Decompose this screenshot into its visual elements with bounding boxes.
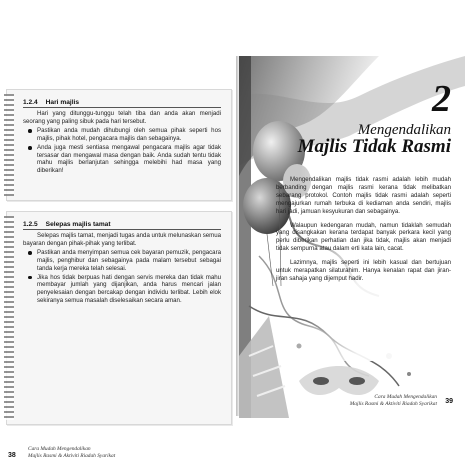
section-body — [23, 110, 221, 176]
chapter-body — [276, 176, 451, 289]
section-body — [23, 232, 221, 306]
section-title: Hari majlis — [45, 99, 80, 106]
section-number: 1.2.4 — [23, 99, 38, 106]
running-footer — [350, 394, 437, 408]
bullet-item: Jika hos tidak berpuas hati dengan servis mereka dan tidak mahu membayar jumlah yang dijanjikan, anda harus mencari jalan penyelesaian dengan bercakap dengan individu terlibat. Lebih elok sekiranya semua masalah diselesaikan secara aman. — [37, 273, 221, 305]
left-page — [0, 56, 234, 459]
section-heading — [23, 216, 221, 230]
bullet-item: Pastikan anda mudah dihubungi oleh semua pihak seperti hos majlis, pihak hotel, pengacara majlis dan sebagainya. — [37, 126, 221, 142]
body-paragraph: Lazimnya, majlis seperti ini lebih kasual dan bertujuan untuk merapatkan silaturahim. Hanya kenalan rapat dan jiran-jiran sahaja yang dijemput hadir. — [276, 259, 451, 282]
section-title: Selepas majlis tamat — [45, 221, 111, 228]
running-footer — [28, 446, 115, 460]
footer-line: Majlis Rasmi & Aktiviti Riadah Syarikat — [28, 453, 116, 459]
footer-line: Majlis Rasmi & Aktiviti Riadah Syarikat — [349, 401, 437, 407]
page-number: 38 — [8, 452, 16, 459]
right-page — [239, 56, 465, 418]
section-heading — [23, 94, 221, 108]
bullet-item: Pastikan anda menyimpan semua cek bayaran pemuzik, pengacara majlis, penghibur dan sebagainya pada malam tersebut sebagai tanda kerja mereka telah selesai. — [37, 248, 221, 272]
section-number: 1.2.5 — [23, 221, 38, 228]
body-paragraph: Mengendalikan majlis tidak rasmi adalah lebih mudah berbanding dengan majlis rasmi kerana tidak melibatkan sebarang protokol. Contoh majlis tidak rasmi adalah seperti mengajurkan rumah terbuka di kediaman anda sendiri, majlis hari jadi, jamuan kesyukuran dan sebagainya. — [276, 176, 451, 215]
chapter-number: 2 — [432, 78, 451, 120]
chapter-title-line1: Mengendalikan — [357, 122, 451, 138]
spiral-binding-icon — [4, 94, 14, 196]
bullet-list — [23, 249, 221, 305]
footer-line: Cara Mudah Mengendalikan — [28, 446, 91, 452]
section-paragraph: Hari yang ditunggu-tunggu telah tiba dan anda akan menjadi seorang yang paling sibuk pada hari tersebut. — [23, 110, 221, 125]
body-paragraph: Walaupun kedengaran mudah, namun tidaklah semudah yang disangkakan kerana terdapat banyak perkara kecil yang perlu diberikan perhatian dan jika tidak, majlis akan menjadi tidak sempurna atau dalam erti kata lain, cacat. — [276, 221, 451, 253]
notebook-box-hari-majlis — [6, 89, 232, 201]
chapter-title-line2: Majlis Tidak Rasmi — [297, 136, 451, 157]
page-number: 39 — [445, 398, 453, 405]
section-paragraph: Selepas majlis tamat, menjadi tugas anda untuk melunaskan semua bayaran dengan pihak-pihak yang terlibat. — [23, 232, 221, 247]
footer-line: Cara Mudah Mengendalikan — [374, 394, 437, 400]
bullet-list — [23, 127, 221, 175]
spiral-binding-icon — [4, 216, 14, 420]
bullet-item: Anda juga mesti sentiasa mengawal pengacara majlis agar tidak tersasar dan mengawal masa dengan baik. Anda sudah tentu tidak mahu majlis berlanjutan sehingga melebihi had masa yang diberikan! — [37, 143, 221, 175]
notebook-box-selepas-majlis — [6, 211, 232, 425]
